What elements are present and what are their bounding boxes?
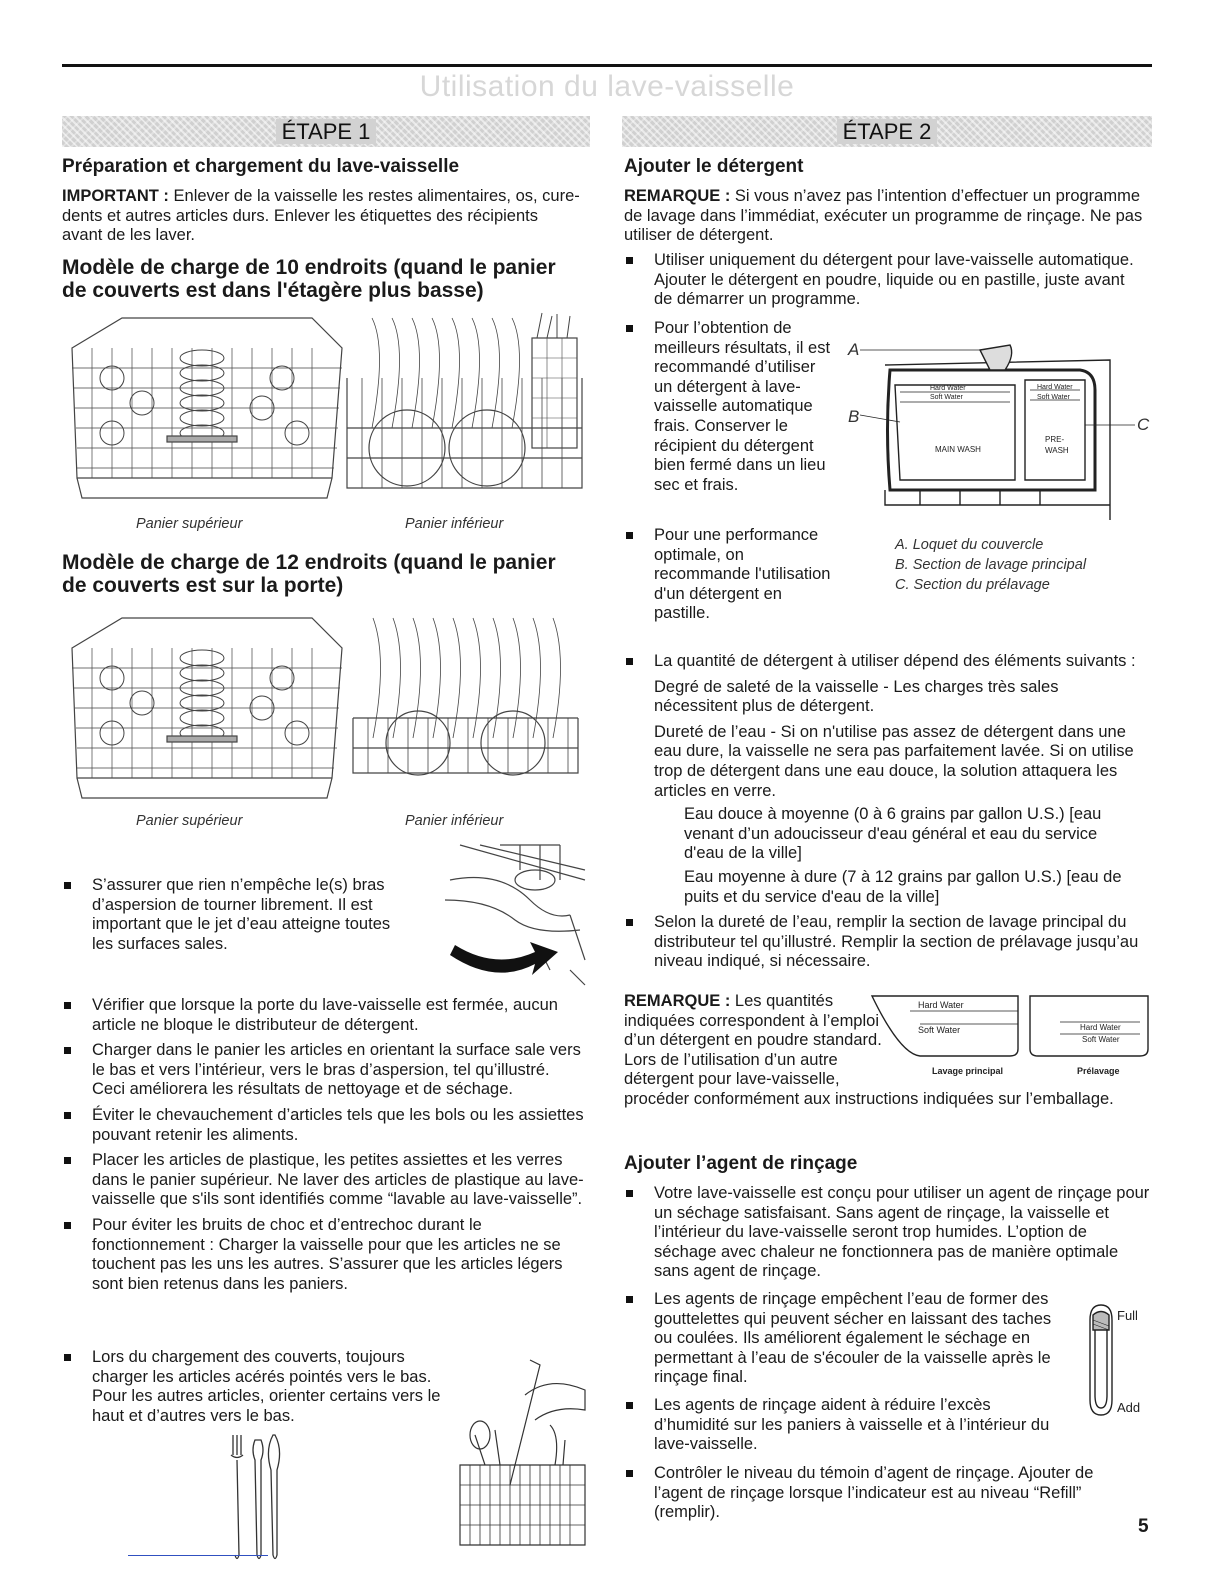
left-bullets-top: [62, 876, 412, 954]
rinse-bullets-2-3-wrap: [624, 1290, 1064, 1455]
cup-soft-water-pre: Soft Water: [1082, 1035, 1120, 1044]
dispenser-pre: PRE-: [1045, 435, 1065, 444]
soft-water-text: Eau douce à moyenne (0 à 6 grains par gallon U.S.) [eau venant d’un adoucisseur d'eau général et eau du service d'eau de la ville]: [684, 805, 1102, 863]
cup-soft-water-main: Soft Water: [918, 1025, 961, 1035]
dispenser-soft-water-pre: Soft Water: [1037, 394, 1070, 401]
dispenser-label-c: C: [1137, 415, 1150, 434]
rinse-bullet-1-wrap: [624, 1184, 1152, 1282]
cup-main-wash-label: Lavage principal: [932, 1066, 1004, 1076]
page-title: Utilisation du lave-vaisselle: [419, 70, 795, 103]
rinse-aid-indicator: [1085, 1300, 1155, 1425]
remark-text: Si vous n’avez pas l’intention d’effectuer un programme de lavage dans l’immédiat, exécuter un programme de rinçage. Ne pas utiliser de détergent.: [624, 187, 1143, 245]
right-bullet-2-wrap: [624, 319, 834, 495]
cutlery-illustration: [225, 1430, 285, 1565]
bullet-rinse-designed: Votre lave-vaisselle est conçu pour utiliser un agent de rinçage pour un séchage satisfaisant. Sans agent de rinçage, la vaisselle et l’intérieur du lave-vaisselle seront trop humides. L’option de séchage avec chaleur ne fonctionnera pas de manière optimale sans agent de rinçage.: [624, 1184, 1152, 1282]
page-number: 5: [1138, 1516, 1149, 1537]
step-2-label: ÉTAPE 2: [837, 119, 938, 144]
bullet-fresh-detergent: Pour l’obtention de meilleurs résultats, il est recommandé d’utiliser un détergent à lave-vaisselle automatique frais. Conserver le récipient du détergent bien fermé dans un lieu sec et frais.: [624, 319, 834, 495]
footer-underline: [128, 1555, 268, 1556]
bullet-overlap: Éviter le chevauchement d’articles tels que les bols ou les assiettes pouvant retenir les aliments.: [62, 1106, 584, 1145]
hard-water-text: Eau moyenne à dure (7 à 12 grains par gallon U.S.) [eau de puits et du service d'eau de la ville]: [684, 867, 1122, 906]
remark-paragraph: [624, 187, 1152, 246]
bullet-quantity: La quantité de détergent à utiliser dépend des éléments suivants :: [624, 652, 1139, 672]
bullet-noise: Pour éviter les bruits de choc et d’entrechoc durant le fonctionnement : Charger la vaisselle pour que les articles ne se touchent pas les uns les autres. S’assurer que les articles légers sont bien retenus dans les paniers.: [62, 1216, 584, 1294]
bullet-spray-arm: S’assurer que rien n’empêche le(s) bras d’aspersion de tourner librement. Il est important que le jet d’eau atteigne toutes les surfaces sales.: [62, 876, 412, 954]
detergent-heading: Ajouter le détergent: [624, 156, 804, 177]
model-10-heading: Modèle de charge de 10 endroits (quand le panier de couverts est dans l'étagère plus basse): [62, 256, 556, 302]
bullet-detergent-type: Utiliser uniquement du détergent pour lave-vaisselle automatique. Ajouter le détergent en poudre, liquide ou en pastille, juste avant de démarrer un programme.: [624, 251, 1139, 310]
dispenser-label-a: A: [848, 340, 860, 359]
soil-level-text: Degré de saleté de la vaisselle - Les charges très sales nécessitent plus de détergent.: [654, 677, 1059, 716]
spray-arm-illustration: [440, 840, 590, 990]
legend-b: B. Section de lavage principal: [895, 557, 1087, 573]
lower-rack-illustration-1: [342, 308, 587, 508]
model-12-heading: Modèle de charge de 12 endroits (quand le panier de couverts est sur la porte): [62, 551, 556, 597]
water-hardness-text: Dureté de l’eau - Si on n'utilise pas assez de détergent dans une eau dure, la vaisselle ne sera pas parfaitement lavée. Si on utilise trop de détergent dans une eau douce, la solution attaquera les articles en verre.: [654, 722, 1134, 800]
remark2-text: Les quantités indiquées correspondent à l’emploi d’un détergent en poudre standard. Lors de l’utilisation d’un autre détergent pour lave-vaisselle, procéder conformément aux instructions indiquées sur l’emballage.: [624, 992, 1114, 1108]
detergent-cups-illustration: [870, 994, 1155, 1084]
indicator-full-label: Full: [1117, 1308, 1138, 1323]
dispenser-soft-water-main: Soft Water: [930, 394, 963, 401]
bullet-fill-section: Selon la dureté de l’eau, remplir la section de lavage principal du distributeur tel qu’illustré. Remplir la section de prélavage jusqu’au niveau indiqué, si nécessaire.: [624, 913, 1139, 972]
dispenser-legend: [895, 535, 1086, 595]
right-bullet-3-wrap: [624, 526, 834, 624]
cutlery-basket-illustration: [455, 1355, 590, 1550]
legend-c: C. Section du prélavage: [895, 577, 1050, 593]
left-bullet-cutlery-wrap: [62, 1348, 457, 1426]
legend-a: A. Loquet du couvercle: [895, 537, 1044, 553]
bullet-rinse-humidity: Les agents de rinçage aident à réduire l’excès d’humidité sur les paniers à vaisselle et à l’intérieur du lave-vaisselle.: [624, 1396, 1064, 1455]
lower-rack-illustration-2: [348, 608, 583, 778]
bullet-plastic: Placer les articles de plastique, les petites assiettes et les verres dans le panier supérieur. Ne laver des articles de plastique au lave-vaisselle que s'ils sont identifiés comme “lavable au lave-vaisselle”.: [62, 1151, 584, 1210]
important-label: IMPORTANT :: [62, 187, 169, 205]
cup-prewash-label: Prélavage: [1077, 1066, 1120, 1076]
bullet-door-check: Vérifier que lorsque la porte du lave-vaisselle est fermée, aucun article ne bloque le distributeur de détergent.: [62, 996, 584, 1035]
remark-label: REMARQUE :: [624, 187, 731, 205]
bullet-tablet: Pour une performance optimale, on recommande l'utilisation d'un détergent en pastille.: [624, 526, 834, 624]
remark2-label: REMARQUE :: [624, 992, 731, 1010]
step-2-bar: [622, 116, 1152, 147]
caption-lower-rack-2: Panier inférieur: [405, 813, 504, 829]
important-text: Enlever de la vaisselle les restes alimentaires, os, cure-dents et autres articles durs. Enlever les étiquettes des récipients avant de les laver.: [62, 187, 580, 245]
upper-rack-illustration-1: [62, 308, 347, 508]
right-bullet-4-wrap: [624, 652, 1139, 972]
rinse-bullet-4-wrap: [624, 1464, 1134, 1523]
dispenser-illustration: [840, 330, 1155, 530]
bullet-dirty-surface: Charger dans le panier les articles en orientant la surface sale vers le bas et vers l’intérieur, vers le bras d’aspersion, tel qu’illustré. Ceci améliorera les résultats de nettoyage et de séchage.: [62, 1041, 584, 1100]
important-paragraph: [62, 187, 582, 246]
caption-upper-rack-2: Panier supérieur: [136, 813, 243, 829]
rinse-aid-heading: Ajouter l’agent de rinçage: [624, 1153, 858, 1174]
top-rule: [62, 64, 1152, 67]
dispenser-wash: WASH: [1045, 446, 1069, 455]
bullet-cutlery: Lors du chargement des couverts, toujours charger les articles acérés pointés vers le bas. Pour les autres articles, orienter certains vers le haut et d’autres vers le bas.: [62, 1348, 457, 1426]
left-bullets: [62, 996, 584, 1300]
right-bullet-1-wrap: [624, 251, 1139, 310]
caption-lower-rack-1: Panier inférieur: [405, 516, 504, 532]
cup-hard-water-pre: Hard Water: [1080, 1023, 1121, 1032]
cup-hard-water-main: Hard Water: [918, 1000, 964, 1010]
dispenser-main-wash: MAIN WASH: [935, 445, 981, 454]
bullet-rinse-spots: Les agents de rinçage empêchent l’eau de former des gouttelettes qui peuvent sécher en laissant des taches ou coulées. Ils améliorent également le séchage en permettant à l’eau de s'écouler de la vaisselle après le rinçage final.: [624, 1290, 1064, 1388]
caption-upper-rack-1: Panier supérieur: [136, 516, 243, 532]
dispenser-hard-water-pre: Hard Water: [1037, 384, 1073, 391]
dispenser-hard-water-main: Hard Water: [930, 385, 966, 392]
upper-rack-illustration-2: [62, 608, 347, 808]
indicator-add-label: Add: [1117, 1400, 1141, 1415]
step-1-label: ÉTAPE 1: [276, 119, 377, 144]
dispenser-label-b: B: [848, 407, 860, 426]
loading-heading: Préparation et chargement du lave-vaisselle: [62, 156, 460, 177]
bullet-rinse-level: Contrôler le niveau du témoin d’agent de rinçage. Ajouter de l’agent de rinçage lorsque l’indicateur est au niveau “Refill” (remplir).: [624, 1464, 1134, 1523]
step-1-bar: [62, 116, 590, 147]
